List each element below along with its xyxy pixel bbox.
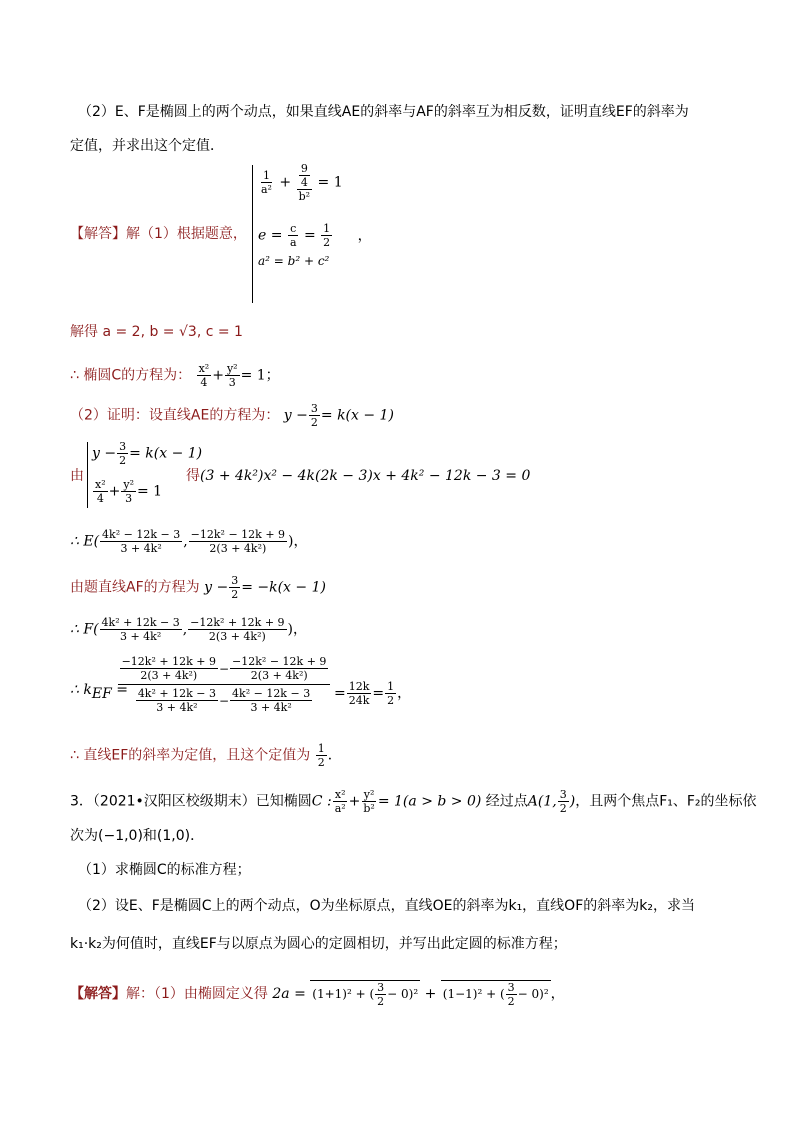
F-point: ∴ F( $\frac{\text{4k² + 12k − 3}}{\text{3 + 4k²}}$ , $\frac{\text{−12k² + 12k + 9}}{\text{2(3 + 4k²)}}$ )， [70,616,307,643]
kef-prefix: ∴ $k_{EF}$ = [70,682,128,702]
q3-sub2a: （2）设E、F是椭圆C上的两个动点，O为坐标原点，直线OE的斜率为k₁，直线OF的斜率为k₂，求当 [78,898,695,914]
system-brace [252,165,253,303]
q3-line1: 3．（2021•汉阳区校级期末）已知椭圆C : $\frac{\text{x²}}{\text{a²}}$ + $\frac{\text{y²}}{\text{b²}}$ = 1(a > b > 0) 经过点A(1, $\frac{3}{2}$ )，且两个焦点F₁、F₂的坐标依 [70,788,757,815]
q3-answer: 【解答】解：（1）由椭圆定义得 2a = (1+1)² + ( $\frac{3}{2}$ − 0)² + (1−1)² + ( $\frac{3}{2}$ − 0)² ， [70,981,565,1008]
answer-tag: 【解答】解（1）根据题意， [70,226,247,242]
kef-result: = $\frac{12k}{24k}$ = $\frac{1}{2}$ ， [334,680,412,707]
ellipse-line: ∴ 椭圆C的方程为： $\frac{\text{x²}}{4}$ + $\frac{\text{y²}}{3}$ = 1； [70,362,280,389]
solve-line: 解得 a = 2, b = √3, c = 1 [70,324,243,340]
conclusion: ∴ 直线EF的斜率为定值，且这个定值为 $\frac{1}{2}$ ． [70,742,342,769]
system-eq1: $\frac{1}{\text{a²}}$ + $\frac{\frac{9}{4}}{\text{b²}}$ = 1 [261,162,343,203]
E-point: ∴ E( $\frac{\text{4k² − 12k − 3}}{\text{3 + 4k²}}$ , $\frac{\text{−12k² − 12k + 9}}{\text{2(3 + 4k²)}}$ )， [70,528,308,555]
q3-sub2b: k₁·k₂为何值时，直线EF与以原点为圆心的定圆相切，并写出此定圆的标准方程； [70,936,567,952]
system-eq2: e = $\frac{c}{a}$ = $\frac{1}{2}$ ， [258,222,372,249]
kef-bigfrac: $\frac{\text{−12k² + 12k + 9}}{\text{2(3 + 4k²)}}$ − $\frac{\text{−12k² − 12k + 9}}{\text{2(3 + 4k²)}}$ $\frac{\text{4k² + 12k − 3}}{\text{3 + 4k²}}$ − $\frac{\text{4k² − 12k − 3}}{\text{3 + 4k²}}$ [118,655,330,714]
system2-brace [87,442,88,508]
q3-sub1: （1）求椭圆C的标准方程； [78,862,251,878]
q3-line2: 次为(−1,0)和(1,0)． [70,828,205,844]
system2-eq1: y − $\frac{3}{2}$ = k(x − 1) [92,440,203,467]
system-eq3: a² = b² + c² [258,254,330,268]
q2-line2: 定值，并求出这个定值． [70,138,224,154]
answer-lead: 解（1）根据题意， [126,226,247,242]
system2-eq2: $\frac{\text{x²}}{4}$ + $\frac{\text{y²}}{3}$ = 1 [95,478,163,505]
proof-ae: （2）证明：设直线AE的方程为： y − $\frac{3}{2}$ = k(x − 1) [70,402,394,429]
af-line: 由题直线AF的方程为 y − $\frac{3}{2}$ = −k(x − 1) [70,574,326,601]
combined-line: 得(3 + 4k²)x² − 4k(2k − 3)x + 4k² − 12k − 3 = 0 [186,468,531,484]
q2-line1: （2）E、F是椭圆上的两个动点，如果直线AE的斜率与AF的斜率互为相反数，证明直线EF的斜率为 [78,104,689,120]
you-label: 由 [70,468,84,484]
